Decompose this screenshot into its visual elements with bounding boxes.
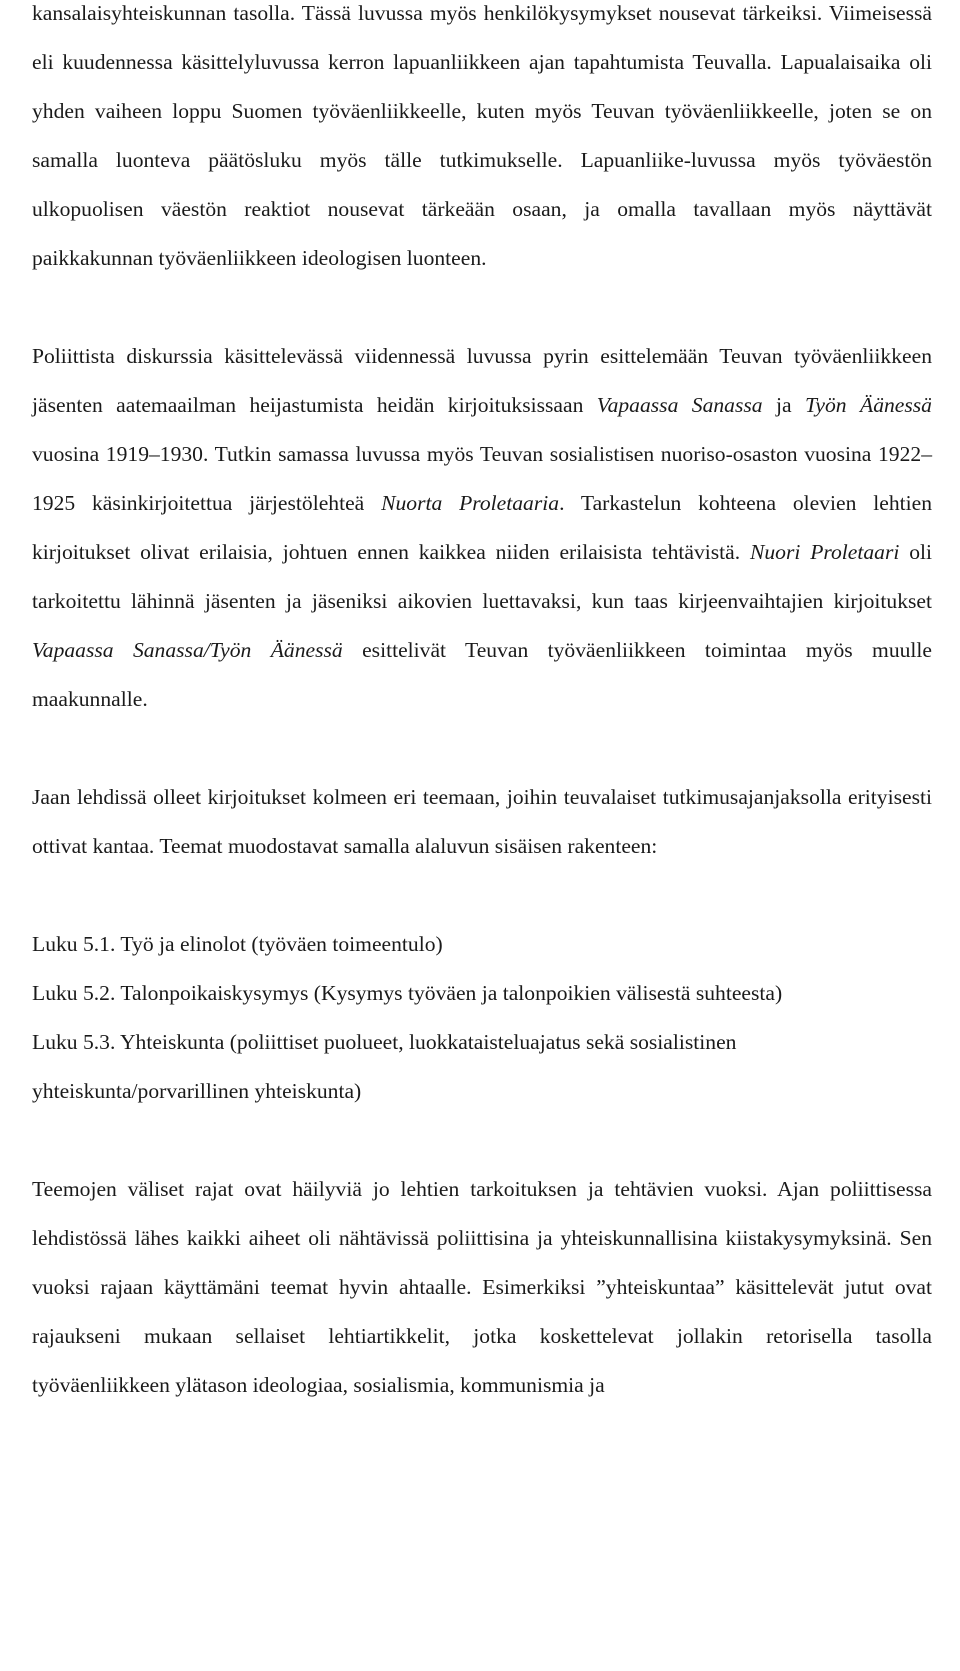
paragraph-3: Jaan lehdissä olleet kirjoitukset kolmeen eri teemaan, joihin teuvalaiset tutkimusajanjaksolla erityisesti ottivat kantaa. Teemat muodostavat samalla alaluvun sisäisen rakenteen: (32, 785, 932, 858)
paragraph-2: Poliittista diskurssia käsittelevässä viidennessä luvussa pyrin esittelemään Teuvan työväenliikkeen jäsenten aatemaailman heijastumista heidän kirjoituksissaan Vapaassa Sanassa ja Työn Äänessä vuosina 1919–1930. Tutkin samassa luvussa myös Teuvan sosialistisen nuoriso-osaston vuosina 1922–1925 käsinkirjoitettua järjestölehteä Nuorta Proletaaria. Tarkastelun kohteena olevien lehtien kirjoitukset olivat erilaisia, johtuen ennen kaikkea niiden erilaisista tehtävistä. Nuori Proletaari oli tarkoitettu lähinnä jäsenten ja jäseniksi aikovien luettavaksi, kun taas kirjeenvaihtajien kirjoitukset Vapaassa Sanassa/Työn Äänessä esittelivät Teuvan työväenliikkeen toimintaa myös muulle maakunnalle. (32, 344, 933, 711)
italic-title: Nuori Proletaari (749, 540, 900, 564)
chapter-list-item-3: Luku 5.3. Yhteiskunta (poliittiset puolueet, luokkataisteluajatus sekä sosialistinen yhteiskunta/porvarillinen yhteiskunta) (32, 1030, 737, 1103)
chapter-list (32, 920, 932, 1116)
chapter-list-item-1: Luku 5.1. Työ ja elinolot (työväen toimeentulo) (32, 932, 443, 956)
italic-title: Nuorta Proletaaria (381, 491, 560, 515)
paragraph-gap (32, 1116, 932, 1165)
document-page (32, 0, 932, 1410)
paragraph-gap (32, 283, 932, 332)
italic-title: Vapaassa Sanassa/Työn Äänessä (32, 638, 343, 662)
paragraph-1: kansalaisyhteiskunnan tasolla. Tässä luvussa myös henkilökysymykset nousevat tärkeiksi. Viimeisessä eli kuudennessa käsittelyluvussa kerron lapuanliikkeen ajan tapahtumista Teuvalla. Lapualaisaika oli yhden vaiheen loppu Suomen työväenliikkeelle, kuten myös Teuvan työväenliikkeelle, joten se on samalla luonteva päätösluku myös tälle tutkimukselle. Lapuanliike-luvussa myös työväestön ulkopuolisen väestön reaktiot nousevat tärkeään osaan, ja omalla tavallaan myös näyttävät paikkakunnan työväenliikkeen ideologisen luonteen. (32, 1, 932, 270)
paragraph-gap (32, 724, 932, 773)
paragraph-gap (32, 871, 932, 920)
paragraph-4: Teemojen väliset rajat ovat häilyviä jo lehtien tarkoituksen ja tehtävien vuoksi. Ajan poliittisessa lehdistössä lähes kaikki aiheet oli nähtävissä poliittisina ja yhteiskunnallisina kiistakysymyksinä. Sen vuoksi rajaan käyttämäni teemat hyvin ahtaalle. Esimerkiksi ”yhteiskuntaa” käsittelevät jutut ovat rajaukseni mukaan sellaiset lehtiartikkelit, jotka koskettelevat jollakin retorisella tasolla työväenliikkeen ylätason ideologiaa, sosialismia, kommunismia ja (32, 1177, 932, 1397)
italic-title: Vapaassa Sanassa (596, 393, 763, 417)
chapter-list-item-2: Luku 5.2. Talonpoikaiskysymys (Kysymys työväen ja talonpoikien välisestä suhteesta) (32, 981, 783, 1005)
italic-title: Työn Äänessä (805, 393, 932, 417)
